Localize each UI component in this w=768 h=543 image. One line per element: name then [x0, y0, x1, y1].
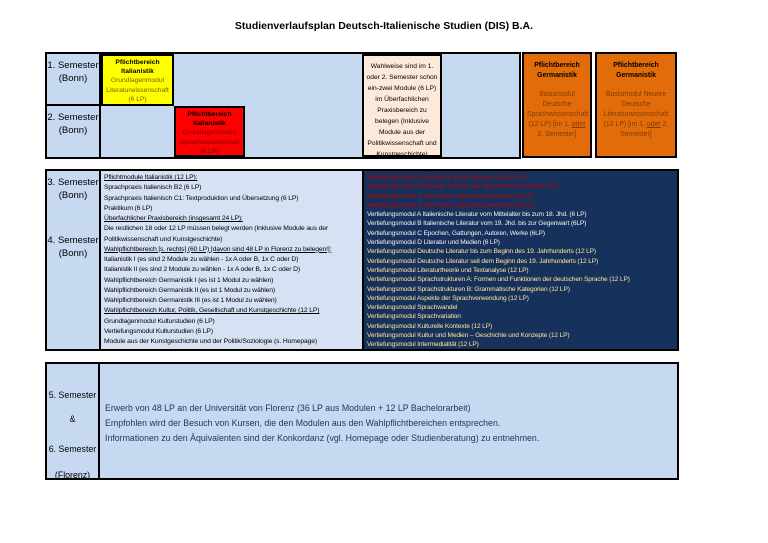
- list-item: Vertiefungsmodul C Synchrone Sprachwissenschaft I (6 LP): [367, 192, 534, 200]
- list-item: Wahlpflichtbereich Germanistik II (es ist 1 Modul zu wählen): [104, 286, 275, 294]
- box-title: Pflichtbereich: [187, 111, 232, 118]
- list-item: Pflichtmodule Italianistik (12 LP):: [104, 174, 198, 181]
- page-title: Studienverlaufsplan Deutsch-Italienische Studien (DIS) B.A.: [234, 20, 534, 32]
- label-ampersand: &: [69, 414, 76, 424]
- semester-2-line: 2. Semester: [47, 112, 99, 123]
- semester-1-line: 1. Semester: [47, 60, 99, 71]
- box-body-text: Basismodul Deutsche Sprachwissenschaft (12 LP) [im 1.: [527, 91, 589, 128]
- box-body: (6 LP): [128, 95, 147, 103]
- box-body-text: Basismodul Neuere Deutsche Literaturwissenschaft (12 LP) [im 1.: [603, 91, 669, 128]
- florence-info-line: Erwerb von 48 LP an der Universität von Florenz (36 LP aus Modulen + 12 LP Bachelorarbeit): [105, 403, 471, 413]
- list-item: Vertiefungsmodul D Synchrone Sprachwissenschaft II (6 LP): [367, 201, 536, 209]
- semester-1-2-table: [45, 52, 521, 159]
- list-item: Vertiefungsmodul Intermedialität (12 LP): [367, 341, 479, 349]
- semester-3-4-section: [45, 169, 679, 351]
- box-italianistik-literaturwissenschaft: [101, 54, 174, 106]
- list-item: Vertiefungsmodul Sprachstrukturen A: Formen und Funktionen der deutschen Sprache (12 LP): [367, 276, 630, 284]
- label-semester-5: 5. Semester: [48, 390, 97, 400]
- list-item: Wahlpflichtbereich Germanistik I (es ist 1 Modul zu wählen): [104, 276, 274, 284]
- list-item: Politikwissenschaft und Kunstgeschichte): [104, 235, 223, 243]
- box-italianistik-sprachwissenschaft: [174, 106, 245, 157]
- list-item: Vertiefungsmodul Sprachstrukturen B: Grammatische Kategorien (12 LP): [367, 285, 570, 293]
- list-item: Vertiefungsmodul Kulturelle Kontexte (12 LP): [367, 322, 492, 330]
- wahlpflicht-module-list: [362, 171, 677, 349]
- box-title: Germanistik: [616, 72, 656, 79]
- list-item: Überfachlicher Praxisbereich (insgesamt 24 LP):: [104, 215, 243, 222]
- box-body: [597, 90, 675, 140]
- box-body-text: 2. Semester]: [620, 121, 669, 138]
- box-body: Grundlagenmodul: [182, 129, 237, 137]
- label-semester-4: [47, 234, 99, 260]
- box-praxisbereich-note: [362, 54, 442, 157]
- box-body: Sprachwissenschaft: [179, 138, 240, 146]
- semester-1-2-content: [101, 54, 519, 157]
- semester-labels-5-6: [47, 364, 100, 478]
- florence-info: [100, 364, 677, 478]
- semester-3-line: 3. Semester: [47, 177, 99, 188]
- box-title: Pflichtbereich: [534, 62, 580, 69]
- box-body: Grundlagenmodul: [110, 77, 165, 85]
- module-overview-list: [101, 171, 362, 349]
- list-item: Vertiefungsmodul C Epochen, Gattungen, Autoren, Werke (6LP): [367, 229, 545, 237]
- list-item: Italianistik II (es sind 2 Module zu wählen - 1x A oder B, 1x C oder D): [104, 266, 300, 274]
- list-item: Vertiefungsmodul Sprachvariation: [367, 313, 461, 321]
- box-body: (6 LP): [200, 147, 219, 155]
- list-item: Vertiefungsmodul A Italienische Literatur vom Mittelalter bis zum 18. Jhd. (6 LP): [367, 211, 587, 219]
- list-item: Vertiefungsmodul Aspekte der Sprachverwendung (12 LP): [367, 294, 529, 302]
- list-item: Wahlpflichtbereich Germanistik III (es ist 1 Modul zu wählen): [104, 297, 277, 304]
- list-item: Vertiefungsmodul A Diachrone Sprachwissenschaft (6 LP): [367, 174, 528, 181]
- praxisbereich-note-text: Wahlweise sind im 1. oder 2. Semester schon ein-zwei Module (6 LP) im Überfachlichen Praxisbereich zu belegen (Inklusive Module aus der Politikwissenschaft und Kunstgeschichte): [366, 63, 438, 158]
- label-semester-3: [47, 176, 99, 202]
- list-item: Italianistik I (es sind 2 Module zu wählen - 1x A oder B, 1x C oder D): [104, 256, 299, 263]
- list-item: Module aus der Kunstgeschichte und der Politik/Soziologie (s. Homepage): [104, 338, 318, 345]
- semester-1-location: (Bonn): [58, 73, 88, 84]
- list-item: Vertiefungsmodul Deutsche Literatur seit dem Beginn des 19. Jahrhunderts (12 LP): [367, 257, 599, 265]
- list-item: Vertiefungsmodul Deutsche Literatur bis zum Beginn des 19. Jahrhunderts (12 LP): [367, 248, 596, 256]
- box-body-text: 2. Semester]: [537, 131, 577, 138]
- list-item: Vertiefungsmodul Sprachwandel: [367, 304, 458, 312]
- list-item: Vertiefungsmodul Literaturtheorie und Textanalyse (12 LP): [367, 266, 529, 274]
- list-item: Vertiefungsmodul Kultur und Medien – Geschichte und Konzepte (12 LP): [367, 332, 570, 340]
- semester-labels-1-2: [47, 54, 101, 157]
- list-item: Praktikum (6 LP): [104, 204, 153, 212]
- semester-4-line: 4. Semester: [47, 235, 99, 246]
- semester-3-location: (Bonn): [58, 190, 88, 201]
- box-body: [524, 90, 590, 140]
- semester-5-6-section: [45, 362, 679, 480]
- label-semester-1: [47, 54, 99, 106]
- box-title: Italianistik: [193, 120, 226, 128]
- list-item: Vertiefungsmodul Kulturstudien (6 LP): [104, 327, 213, 335]
- semester-2-location: (Bonn): [58, 125, 88, 136]
- label-semester-2: [47, 106, 99, 156]
- label-florenz: (Florenz): [54, 470, 91, 480]
- box-title: Pflichtbereich: [115, 59, 160, 66]
- list-item: Sprachpraxis Italienisch B2 (6 LP): [104, 184, 202, 192]
- semester-labels-3-4: [47, 171, 101, 349]
- list-item: Vertiefungsmodul B Aktuelle Themen der Sprachwissenschaft (6 LP): [367, 183, 558, 191]
- list-item: Sprachpraxis Italienisch C1: Textproduktion und Übersetzung (6 LP): [104, 194, 299, 202]
- box-body-oder: oder: [571, 121, 586, 128]
- list-item: Die restlichen 18 oder 12 LP müssen belegt werden (Inklusive Module aus der: [104, 225, 329, 233]
- semester-4-location: (Bonn): [58, 248, 88, 259]
- list-item: Vertiefungsmodul D Literatur und Medien (6 LP): [367, 239, 500, 247]
- box-body: Literaturwissenschaft: [106, 86, 169, 94]
- label-semester-6: 6. Semester: [48, 444, 97, 454]
- florence-info-line: Informationen zu den Äquivalenten sind der Konkordanz (vgl. Homepage oder Studienberatung) zu entnehmen.: [105, 433, 540, 443]
- box-title: Pflichtbereich: [613, 62, 659, 69]
- list-item: Wahlpflichtbereich [s. rechts] (60 LP) [davon sind 48 LP in Florenz zu belegen!]:: [104, 245, 332, 253]
- list-item: Vertiefungsmodul B Italienische Literatur vom 19. Jhd. bis zur Gegenwart (6LP): [367, 220, 587, 228]
- box-body-oder: oder: [646, 121, 661, 128]
- box-title: Germanistik: [537, 72, 577, 79]
- box-germanistik-literaturwissenschaft: [595, 52, 677, 158]
- box-germanistik-sprachwissenschaft: [522, 52, 592, 158]
- box-title: Italianistik: [121, 68, 154, 76]
- list-item: Wahlpflichtbereich Kultur, Politik, Gesellschaft und Kunstgeschichte (12 LP): [104, 307, 320, 315]
- list-item: Grundlagenmodul Kulturstudien (6 LP): [104, 317, 215, 325]
- florence-info-line: Empfohlen wird der Besuch von Kursen, die den Modulen aus den Wahlpflichtbereichen entsprechen.: [105, 418, 501, 428]
